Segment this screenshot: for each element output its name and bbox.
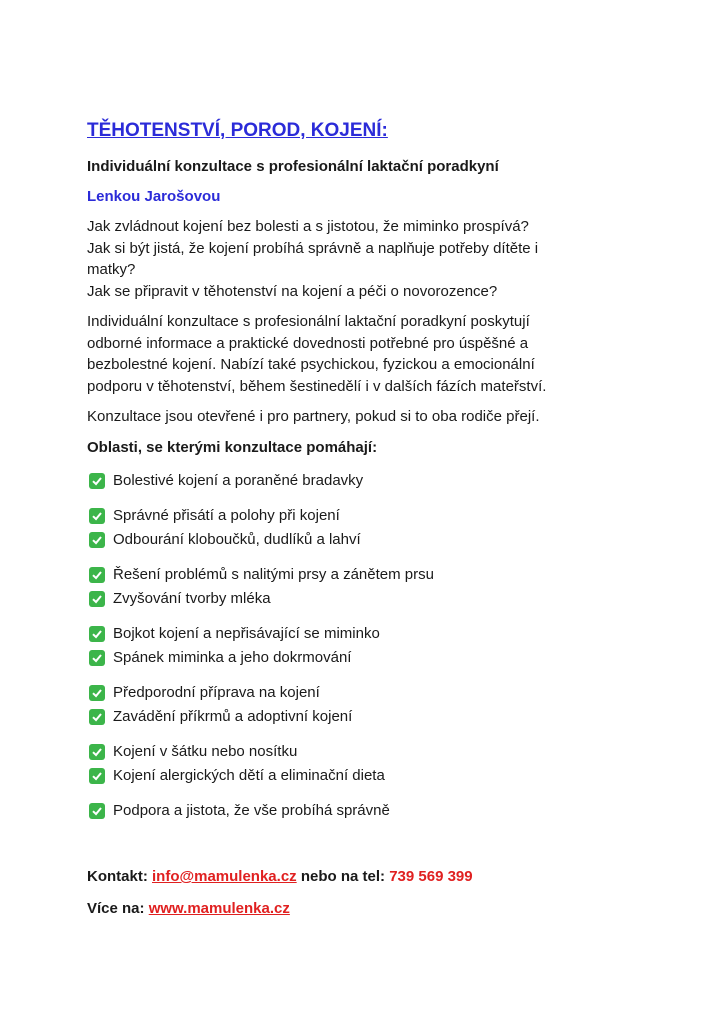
check-box-icon bbox=[89, 591, 105, 607]
more-line bbox=[87, 898, 290, 920]
list-item-label: Zvyšování tvorby mléka bbox=[113, 589, 271, 607]
list-item bbox=[87, 504, 647, 528]
subtitle: Individuální konzultace s profesionální laktační poradkyní bbox=[87, 158, 499, 175]
phone-number: 739 569 399 bbox=[389, 868, 473, 885]
check-box-icon bbox=[89, 626, 105, 642]
check-box-icon bbox=[89, 567, 105, 583]
question-line: Jak se připravit v těhotenství na kojení a péči o novorozence? bbox=[87, 282, 498, 300]
check-box-icon bbox=[89, 685, 105, 701]
list-item-label: Kojení alergických dětí a eliminační dieta bbox=[113, 766, 385, 784]
check-box-icon bbox=[89, 650, 105, 666]
list-item-label: Správné přisátí a polohy při kojení bbox=[113, 506, 340, 524]
description-line: odborné informace a praktické dovednosti potřebné pro úspěšné a bbox=[87, 334, 529, 352]
list-item bbox=[87, 587, 647, 611]
list-item bbox=[87, 681, 647, 705]
question-line: Jak zvládnout kojení bez bolesti a s jistotou, že miminko prospívá? bbox=[87, 218, 529, 235]
partners-paragraph: Konzultace jsou otevřené i pro partnery, pokud si to oba rodiče přejí. bbox=[87, 408, 540, 425]
contact-middle: nebo na tel: bbox=[296, 868, 390, 885]
areas-heading: Oblasti, se kterými konzultace pomáhají: bbox=[87, 438, 378, 456]
description-line: Individuální konzultace s profesionální laktační poradkyní poskytují bbox=[87, 313, 530, 330]
list-item-label: Odbourání kloboučků, dudlíků a lahví bbox=[113, 530, 361, 548]
description-line: bezbolestné kojení. Nabízí také psychickou, fyzickou a emocionální bbox=[87, 356, 535, 373]
check-box-icon bbox=[89, 768, 105, 784]
list-item bbox=[87, 705, 647, 729]
description-paragraph bbox=[87, 311, 647, 397]
check-box-icon bbox=[89, 709, 105, 725]
list-item-label: Předporodní příprava na kojení bbox=[113, 683, 320, 701]
list-item bbox=[87, 563, 647, 587]
list-item-label: Bolestivé kojení a poraněné bradavky bbox=[113, 471, 364, 489]
list-item-label: Řešení problémů s nalitými prsy a zánětem prsu bbox=[113, 565, 434, 583]
list-item bbox=[87, 799, 647, 823]
list-item bbox=[87, 528, 647, 552]
question-line: Jak si být jistá, že kojení probíhá správně a naplňuje potřeby dítěte i bbox=[87, 239, 539, 257]
check-box-icon bbox=[89, 744, 105, 760]
check-box-icon bbox=[89, 473, 105, 489]
check-box-icon bbox=[89, 532, 105, 548]
list-item-label: Podpora a jistota, že vše probíhá správně bbox=[113, 801, 390, 819]
author-name: Lenkou Jarošovou bbox=[87, 188, 221, 205]
list-item-label: Spánek miminka a jeho dokrmování bbox=[113, 648, 352, 666]
page-title: TĚHOTENSTVÍ, POROD, KOJENÍ: bbox=[87, 120, 388, 141]
check-box-icon bbox=[89, 803, 105, 819]
list-item bbox=[87, 622, 647, 646]
more-label: Více na: bbox=[87, 900, 149, 917]
list-item-label: Bojkot kojení a nepřisávající se miminko bbox=[113, 624, 380, 642]
document-body bbox=[87, 118, 647, 823]
list-item bbox=[87, 646, 647, 670]
email-link[interactable]: info@mamulenka.cz bbox=[152, 868, 297, 885]
contact-line bbox=[87, 866, 473, 888]
website-link[interactable]: www.mamulenka.cz bbox=[148, 900, 290, 917]
check-box-icon bbox=[89, 508, 105, 524]
areas-list bbox=[87, 469, 647, 823]
list-item bbox=[87, 764, 647, 788]
list-item bbox=[87, 740, 647, 764]
question-line: matky? bbox=[87, 261, 136, 278]
list-item-label: Zavádění příkrmů a adoptivní kojení bbox=[113, 707, 353, 725]
list-item-label: Kojení v šátku nebo nosítku bbox=[113, 742, 298, 760]
questions-paragraph bbox=[87, 216, 647, 302]
description-line: podporu v těhotenství, během šestinedělí i v dalších fázích mateřství. bbox=[87, 377, 547, 395]
contact-label: Kontakt: bbox=[87, 868, 152, 885]
list-item bbox=[87, 469, 647, 493]
